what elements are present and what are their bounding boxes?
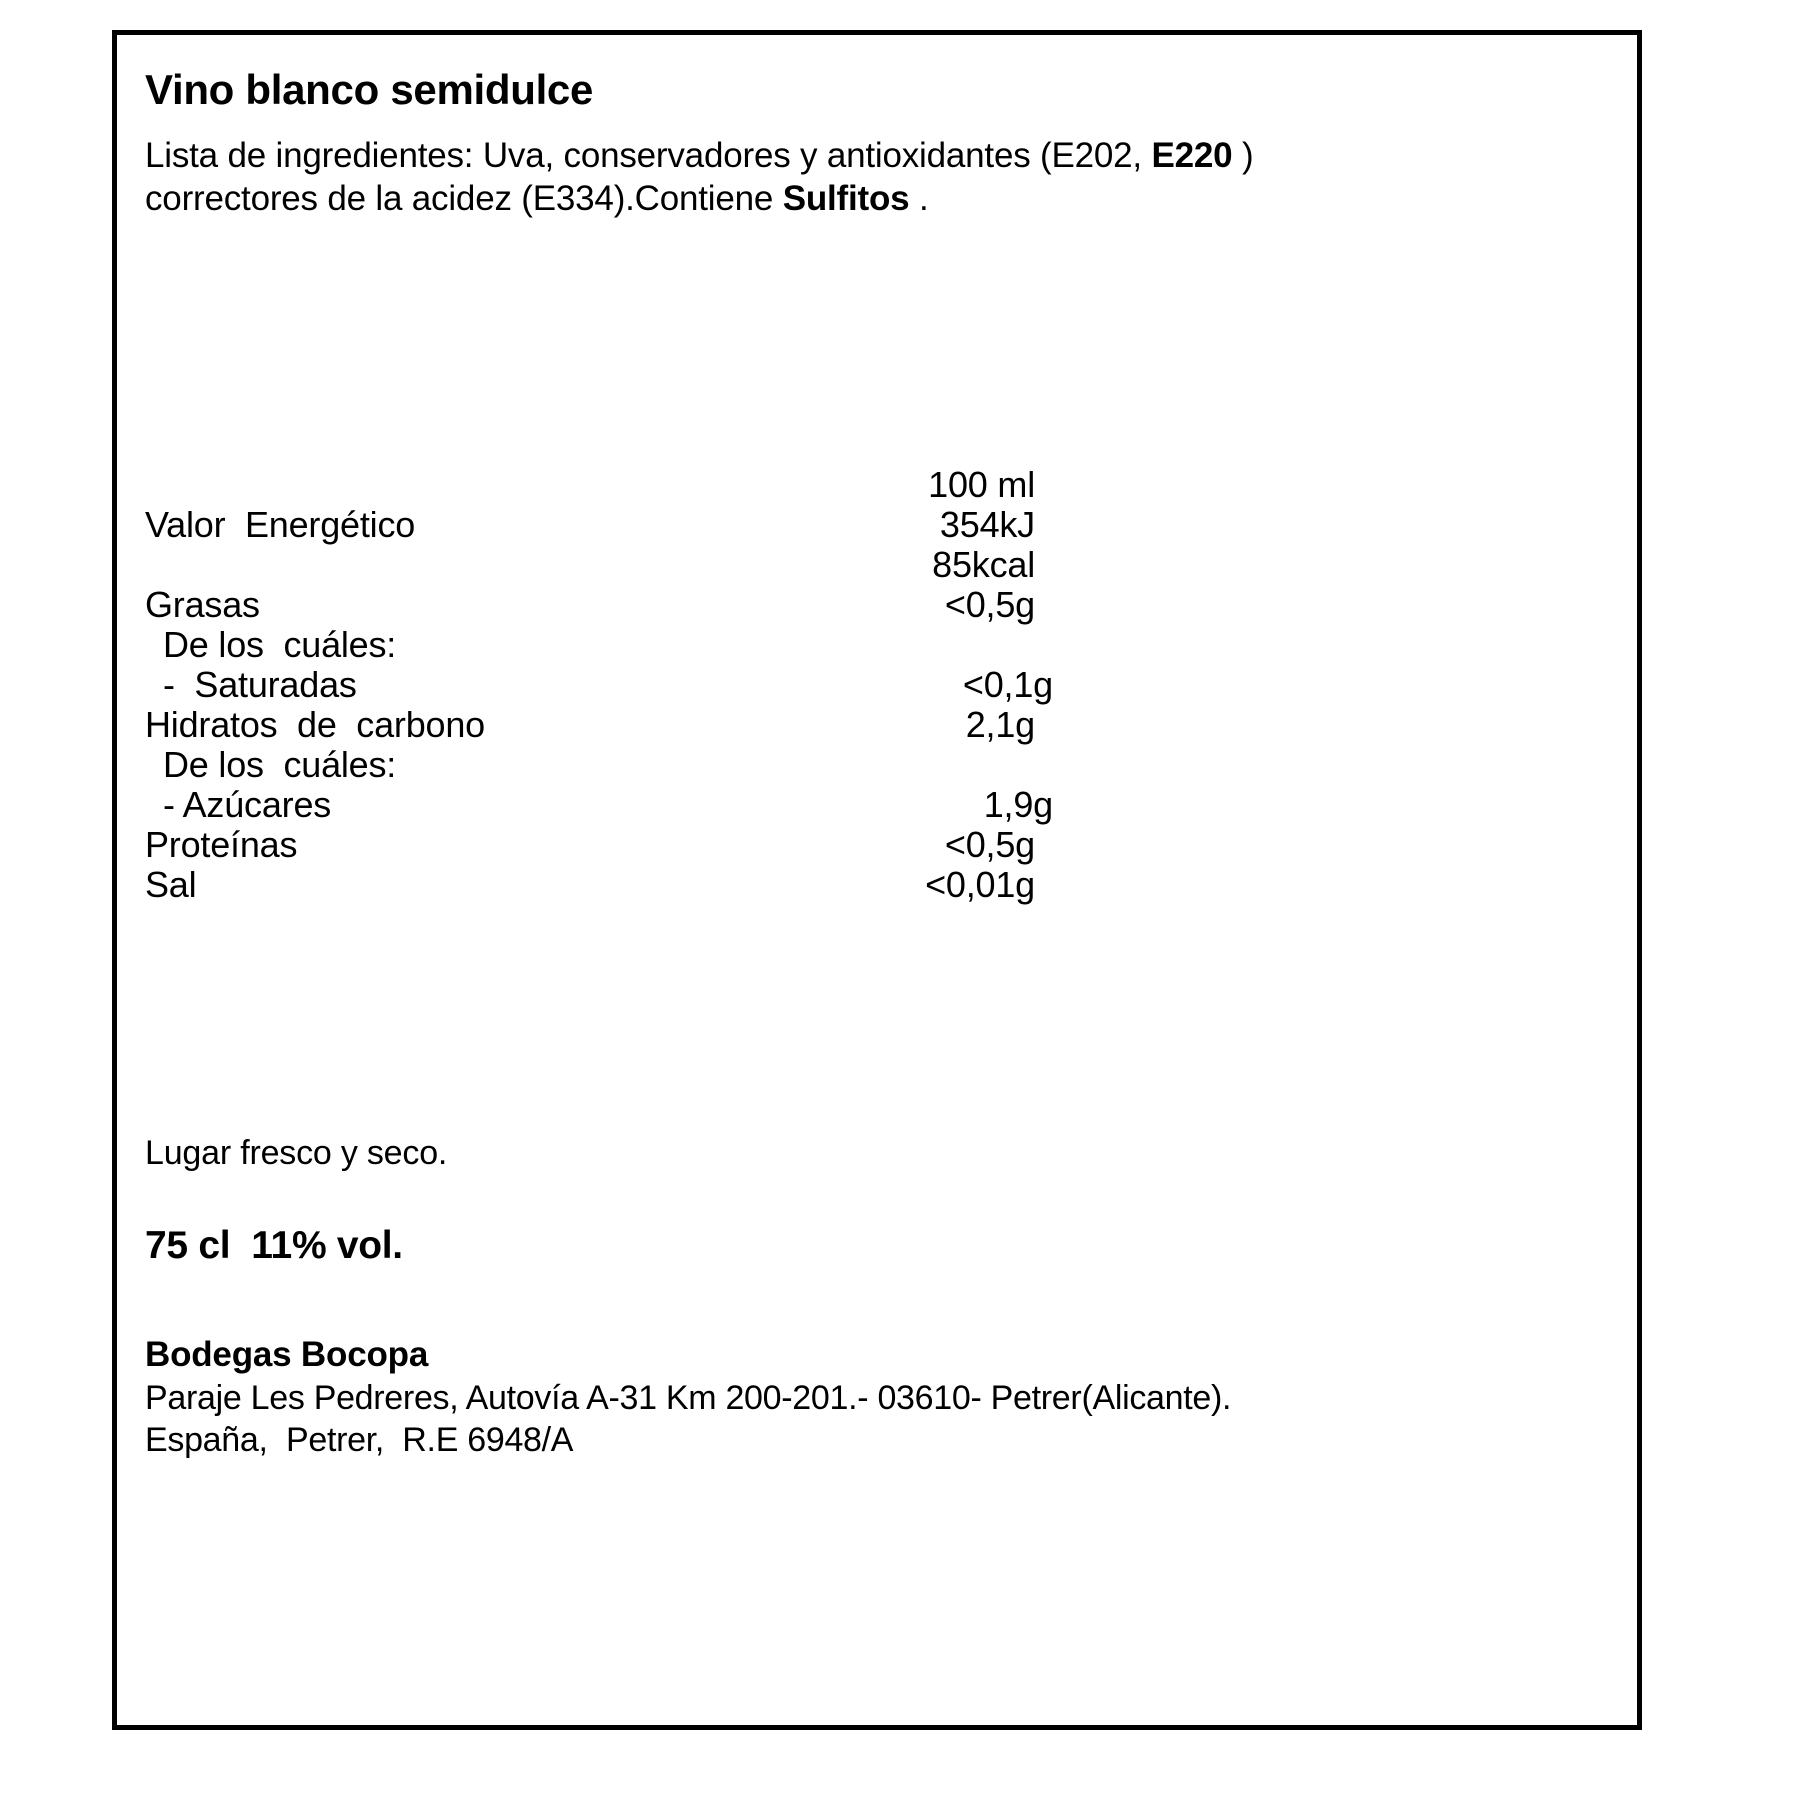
producer-info (145, 1334, 1565, 1462)
table-row (145, 584, 1245, 624)
nutrient-value-sugars: 1,9g (983, 784, 1053, 825)
nutrient-value-carbohydrate: 2,1g (965, 704, 1035, 745)
table-row (145, 624, 1245, 664)
nutrient-label-saturates: - Saturadas (163, 664, 357, 705)
ingredients-list (145, 135, 1325, 220)
table-row (145, 504, 1245, 544)
nutrient-label-carb-ofwhich: De los cuáles: (163, 744, 397, 785)
table-row (145, 704, 1245, 744)
table-row (145, 664, 1245, 704)
ingredients-line2-lead: correctores de la acidez (E334).Contiene (145, 178, 783, 218)
nutrient-value-energy-kcal: 85kcal (932, 544, 1035, 585)
ingredients-lead-text: Lista de ingredientes: Uva, conservadores y antioxidantes (E202, (145, 136, 1152, 175)
table-row (145, 544, 1245, 584)
nutrient-label-protein: Proteínas (145, 824, 298, 865)
nutrient-label-energy: Valor Energético (145, 504, 416, 545)
page-title: Vino blanco semidulce (145, 66, 594, 113)
storage-instructions: Lugar fresco y seco. (145, 1134, 448, 1172)
nutrient-value-salt: <0,01g (925, 864, 1035, 905)
nutrient-label-carbohydrate: Hidratos de carbono (145, 704, 485, 745)
nutrition-table (145, 464, 1245, 904)
nutrition-label-frame (112, 30, 1642, 1730)
nutrient-value-protein: <0,5g (944, 824, 1035, 865)
nutrient-label-salt: Sal (145, 864, 197, 905)
nutrient-label-sugars: - Azúcares (163, 784, 332, 825)
table-row (145, 864, 1245, 904)
producer-address-line-1: Paraje Les Pedreres, Autovía A-31 Km 200-201.- 03610- Petrer(Alicante). (145, 1378, 1232, 1417)
nutrient-value-saturates: <0,1g (962, 664, 1053, 705)
table-row (145, 744, 1245, 784)
serving-size-header: 100 ml (928, 464, 1035, 505)
nutrient-value-fat: <0,5g (944, 584, 1035, 625)
ingredients-line2-tail: . (909, 178, 929, 218)
additive-e220: E220 (1151, 136, 1233, 175)
table-row (145, 784, 1245, 824)
nutrition-header-row (145, 464, 1245, 504)
ingredients-mid-text: ) (1232, 136, 1254, 175)
allergen-sulfitos: Sulfitos (782, 178, 910, 218)
nutrient-label-fat: Grasas (145, 584, 260, 625)
producer-name: Bodegas Bocopa (145, 1335, 429, 1374)
nutrient-value-energy-kj: 354kJ (939, 504, 1035, 545)
volume-alcohol-content: 75 cl 11% vol. (145, 1224, 403, 1267)
table-row (145, 824, 1245, 864)
producer-address-line-2: España, Petrer, R.E 6948/A (145, 1421, 574, 1460)
label-content (145, 49, 1623, 1715)
nutrient-label-fat-ofwhich: De los cuáles: (163, 624, 397, 665)
